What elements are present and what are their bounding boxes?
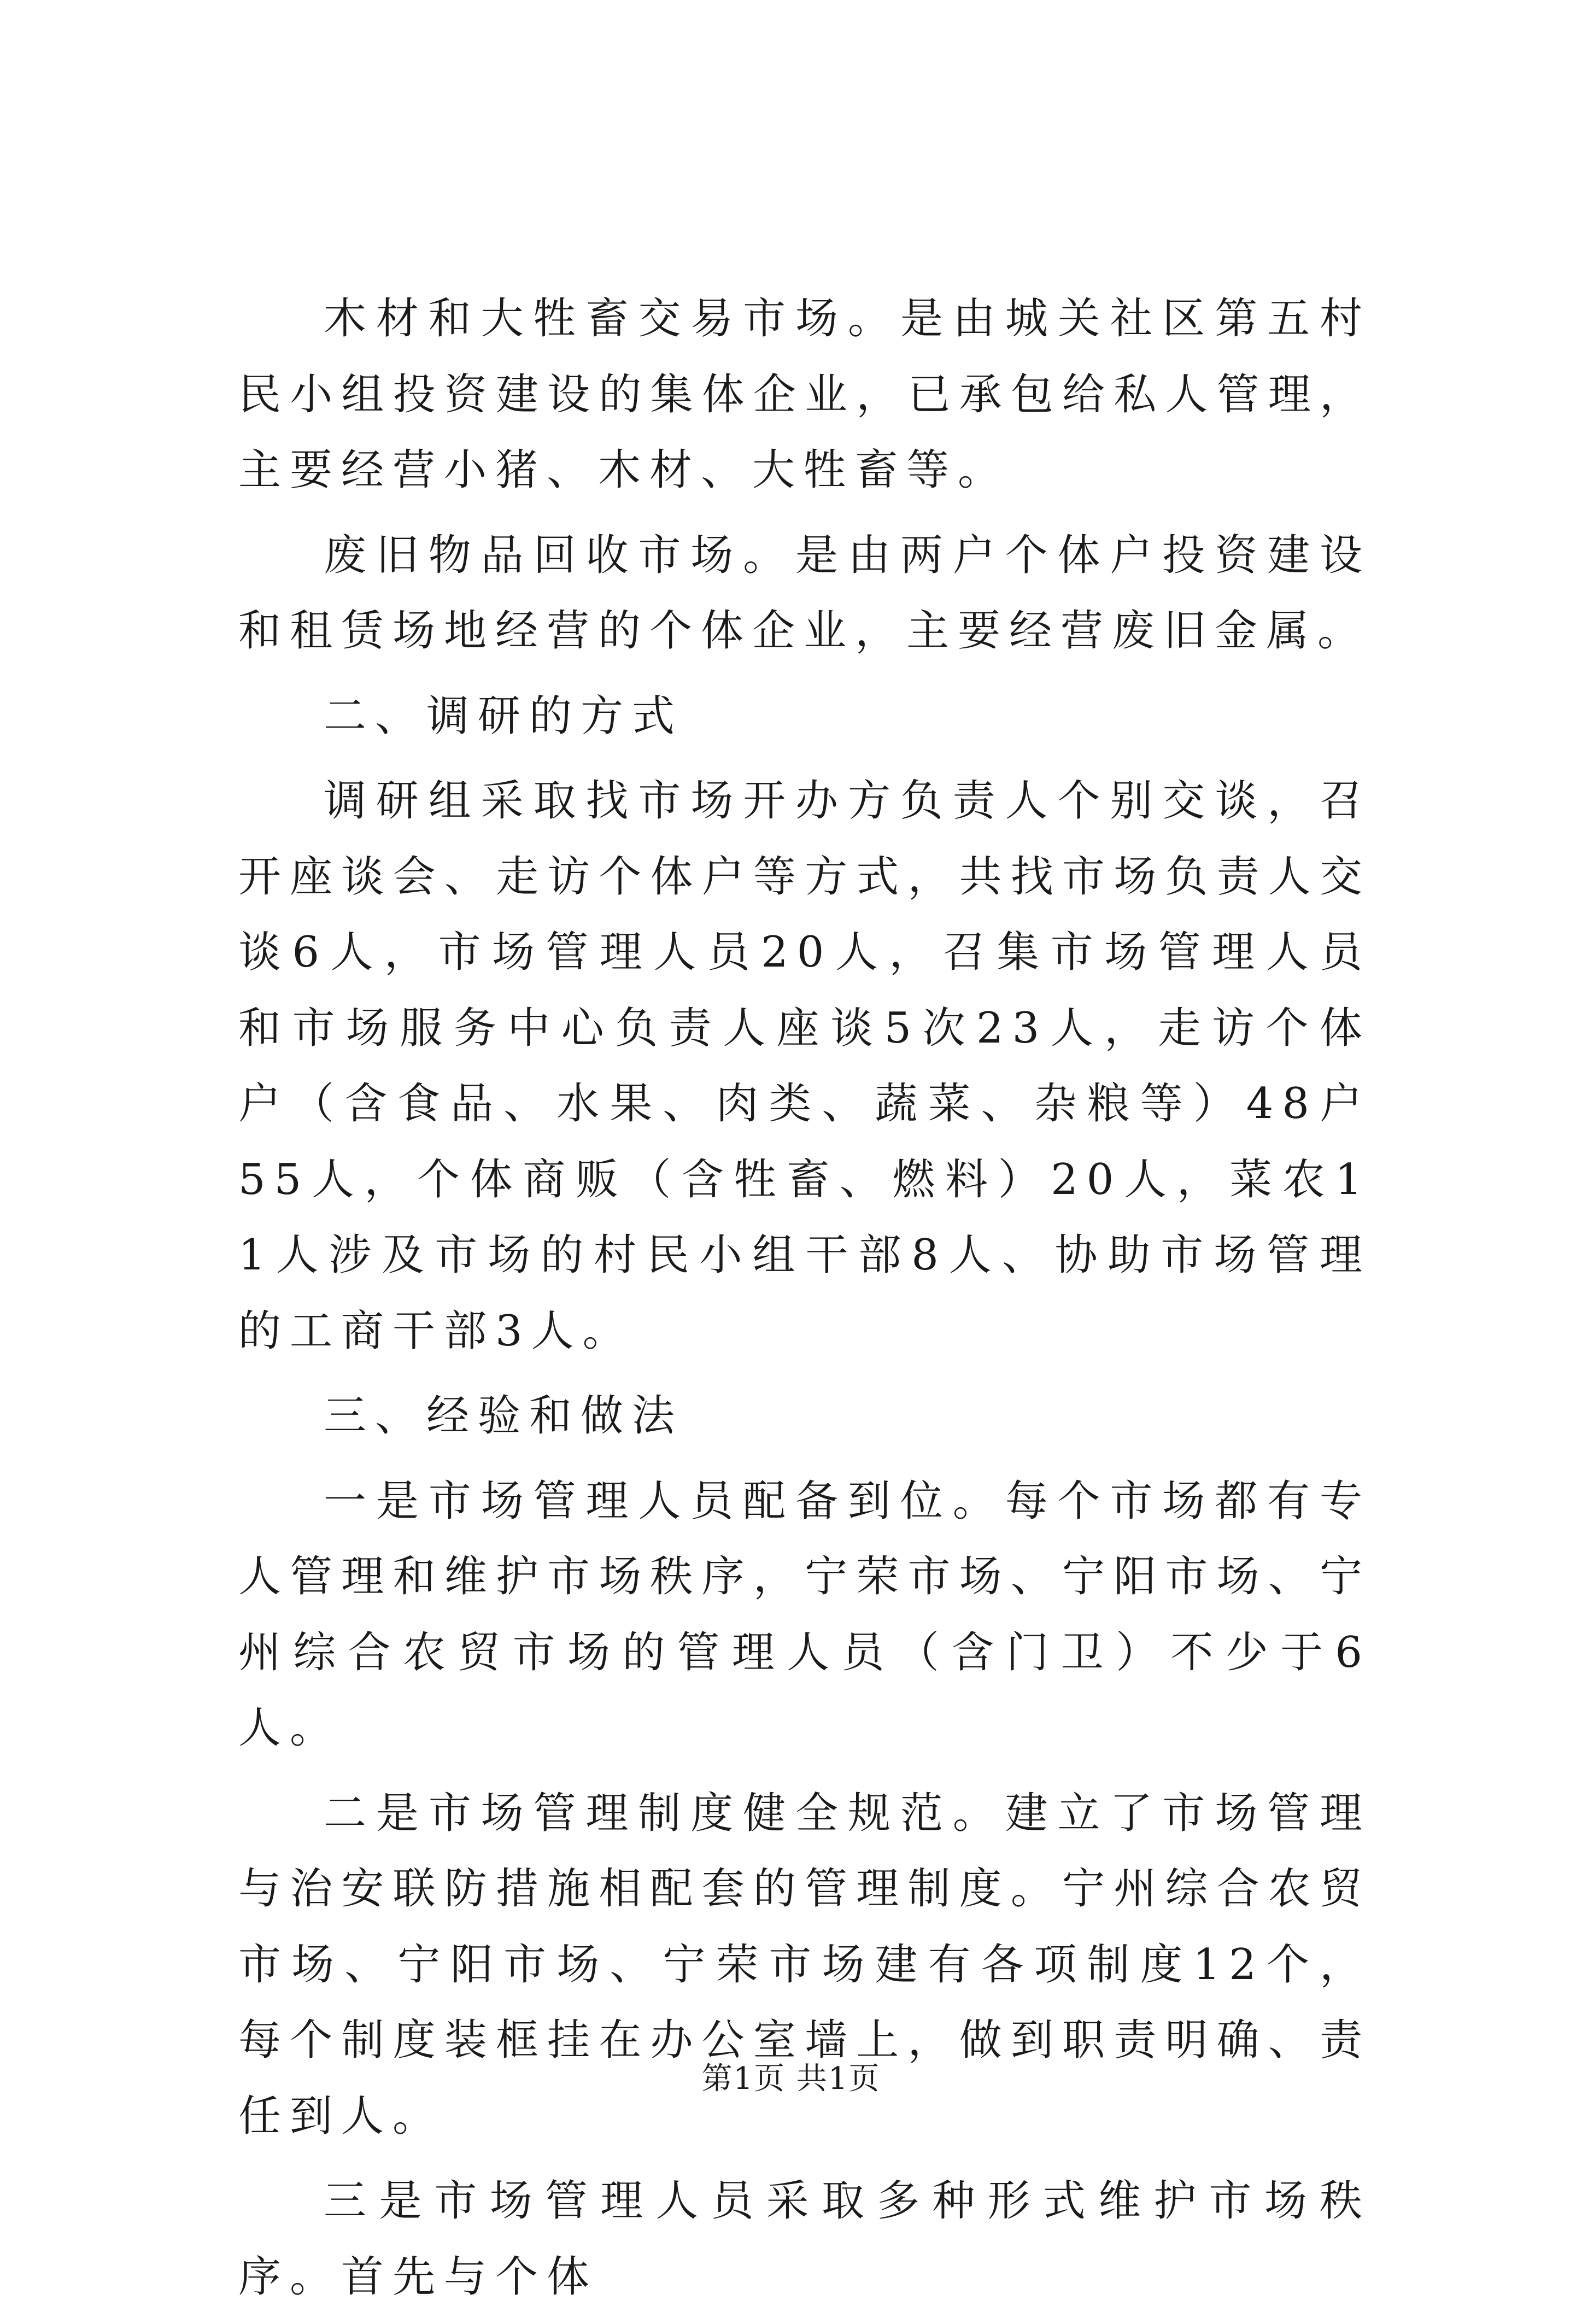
paragraph-order-maintenance: 三是市场管理人员采取多种形式维护市场秩序。首先与个体	[238, 2176, 1371, 2302]
paragraph-regulations: 二是市场管理制度健全规范。建立了市场管理与治安联防措施相配套的管理制度。宁州综合农贸市场、宁阳市场、宁荣市场建有各项制度12个，每个制度装框挂在办公室墙上，做到职责明确、责任到人。	[238, 1788, 1371, 2141]
paragraph-timber-livestock-market: 木材和大牲畜交易市场。是由城关社区第五村民小组投资建设的集体企业，已承包给私人管理，主要经营小猪、木材、大牲畜等。	[238, 294, 1371, 495]
paragraph-staffing: 一是市场管理人员配备到位。每个市场都有专人管理和维护市场秩序，宁荣市场、宁阳市场、宁州综合农贸市场的管理人员（含门卫）不少于6人。	[238, 1476, 1371, 1753]
paragraph-research-method: 调研组采取找市场开办方负责人个别交谈，召开座谈会、走访个体户等方式，共找市场负责人交谈6人，市场管理人员20人，召集市场管理人员和市场服务中心负责人座谈5次23人，走访个体户（含食品、水果、肉类、蔬菜、杂粮等）48户55人，个体商贩（含牲畜、燃料）20人，菜农11人涉及市场的村民小组干部8人、协助市场管理的工商干部3人。	[238, 776, 1371, 1356]
document-body	[238, 281, 1371, 2324]
section-heading-experience: 三、经验和做法	[324, 1391, 684, 1441]
page-footer	[0, 2060, 1582, 2098]
paragraph-recycling-market: 废旧物品回收市场。是由两户个体户投资建设和租赁场地经营的个体企业，主要经营废旧金属。	[238, 530, 1371, 655]
page-number-label: 第1页 共1页	[701, 2061, 881, 2097]
section-heading-research-method: 二、调研的方式	[324, 691, 684, 741]
